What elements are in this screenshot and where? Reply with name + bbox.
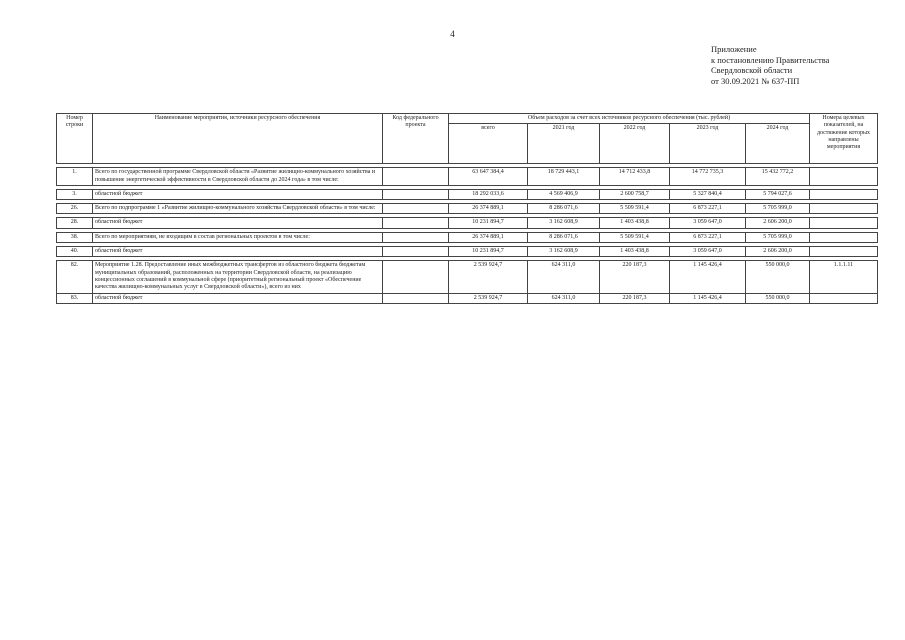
table-row (57, 204, 878, 214)
row-code (383, 189, 449, 199)
row-code (383, 204, 449, 214)
row-code (383, 261, 449, 293)
header-2021: 2021 год (528, 124, 600, 164)
row-code (383, 218, 449, 228)
row-2022: 14 712 433,8 (600, 168, 670, 186)
header-row-number: Номер строки (57, 114, 93, 164)
table-row (57, 232, 878, 242)
row-name: областной бюджет (93, 293, 383, 303)
appendix-line-4: от 30.09.2021 № 637-ПП (711, 75, 800, 86)
row-2021: 18 729 443,1 (528, 168, 600, 186)
row-2023: 6 873 227,1 (670, 232, 746, 242)
page-number: 4 (450, 29, 455, 39)
row-2022: 220 187,3 (600, 261, 670, 293)
row-2023: 1 145 426,4 (670, 293, 746, 303)
row-number: 83. (57, 293, 93, 303)
row-total: 26 374 889,1 (449, 204, 528, 214)
row-total: 18 292 033,6 (449, 189, 528, 199)
row-targets (810, 293, 878, 303)
row-2024: 5 705 999,0 (746, 204, 810, 214)
table-row (57, 261, 878, 293)
row-2022: 1 403 438,8 (600, 218, 670, 228)
table-row (57, 168, 878, 186)
header-2024: 2024 год (746, 124, 810, 164)
row-targets (810, 232, 878, 242)
table-row (57, 218, 878, 228)
row-2022: 2 600 758,7 (600, 189, 670, 199)
row-number: 26. (57, 204, 93, 214)
table-row (57, 247, 878, 257)
header-code: Код федерального проекта (383, 114, 449, 164)
row-targets (810, 204, 878, 214)
row-total: 10 231 894,7 (449, 247, 528, 257)
row-2022: 5 509 591,4 (600, 232, 670, 242)
row-2024: 2 606 200,0 (746, 218, 810, 228)
header-name: Наименование мероприятия, источники ресурсного обеспечения (93, 114, 383, 164)
appendix-line-2: к постановлению Правительства (711, 54, 830, 65)
row-2023: 3 059 647,0 (670, 247, 746, 257)
row-2024: 5 705 999,0 (746, 232, 810, 242)
row-2021: 8 286 071,6 (528, 232, 600, 242)
header-targets: Номера целевых показателей, на достижение которых направлены мероприятия (810, 114, 878, 164)
row-total: 63 647 384,4 (449, 168, 528, 186)
header-total: всего (449, 124, 528, 164)
appendix-header (711, 44, 829, 86)
row-2021: 624 311,0 (528, 261, 600, 293)
row-code (383, 247, 449, 257)
row-2023: 14 772 735,3 (670, 168, 746, 186)
header-2023: 2023 год (670, 124, 746, 164)
row-2023: 5 327 840,4 (670, 189, 746, 199)
row-2021: 8 286 071,6 (528, 204, 600, 214)
header-volume: Объем расходов за счет всех источников ресурсного обеспечения (тыс. рублей) (449, 114, 810, 124)
row-2023: 1 145 426,4 (670, 261, 746, 293)
row-name: областной бюджет (93, 247, 383, 257)
row-2024: 5 794 027,6 (746, 189, 810, 199)
appendix-line-3: Свердловской области (711, 65, 793, 75)
row-2022: 220 187,3 (600, 293, 670, 303)
row-name: Всего по мероприятиям, не входящим в состав региональных проектов в том числе: (93, 232, 383, 242)
budget-table (56, 113, 878, 304)
row-2023: 6 873 227,1 (670, 204, 746, 214)
row-targets (810, 168, 878, 186)
row-number: 82. (57, 261, 93, 293)
row-total: 2 539 924,7 (449, 293, 528, 303)
row-name: Мероприятие 1.28. Предоставление иных межбюджетных трансфертов из областного бюджета бюджетам муниципальных образований, расположенных на территории Свердловской области, на реализацию концессионных соглашений в коммунальной сфере (приоритетный региональный проект «Обеспечение качества жилищно-коммунальных услуг в Свердловской области»), всего из них (93, 261, 383, 293)
row-total: 2 539 924,7 (449, 261, 528, 293)
row-number: 1. (57, 168, 93, 186)
row-number: 3. (57, 189, 93, 199)
row-total: 26 374 889,1 (449, 232, 528, 242)
row-2024: 550 000,0 (746, 293, 810, 303)
row-name: областной бюджет (93, 218, 383, 228)
row-targets (810, 247, 878, 257)
row-targets: 1.1.1.11 (810, 261, 878, 293)
table-row (57, 189, 878, 199)
row-name: областной бюджет (93, 189, 383, 199)
table-row (57, 293, 878, 303)
row-targets (810, 218, 878, 228)
row-code (383, 168, 449, 186)
row-number: 40. (57, 247, 93, 257)
row-2022: 5 509 591,4 (600, 204, 670, 214)
header-2022: 2022 год (600, 124, 670, 164)
row-2023: 3 059 647,0 (670, 218, 746, 228)
row-2021: 3 162 608,9 (528, 247, 600, 257)
row-number: 38. (57, 232, 93, 242)
row-2024: 550 000,0 (746, 261, 810, 293)
row-targets (810, 189, 878, 199)
row-2021: 4 569 406,9 (528, 189, 600, 199)
row-code (383, 293, 449, 303)
row-total: 10 231 894,7 (449, 218, 528, 228)
row-2021: 624 311,0 (528, 293, 600, 303)
row-2021: 3 162 608,9 (528, 218, 600, 228)
row-number: 28. (57, 218, 93, 228)
row-2024: 15 432 772,2 (746, 168, 810, 186)
row-name: Всего по государственной программе Свердловской области «Развитие жилищно-коммунального хозяйства и повышение энергетической эффективности в Свердловской области до 2024 года» в том числе: (93, 168, 383, 186)
row-name: Всего по подпрограмме 1 «Развитие жилищно-коммунального хозяйства Свердловской области» в том числе: (93, 204, 383, 214)
appendix-line-1: Приложение (711, 44, 757, 54)
row-2022: 1 403 438,8 (600, 247, 670, 257)
row-2024: 2 606 200,0 (746, 247, 810, 257)
row-code (383, 232, 449, 242)
